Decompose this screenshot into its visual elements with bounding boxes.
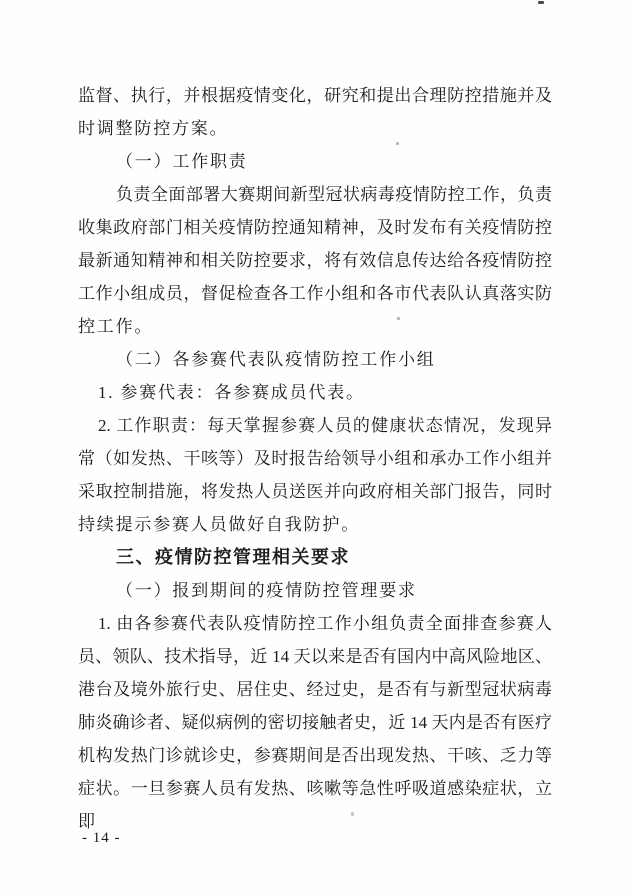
subsection-heading: （二）各参赛代表队疫情防控工作小组 bbox=[116, 350, 436, 369]
text-line: 员、领队、技术指导，近 14 天以来是否有国内中高风险地区、 bbox=[78, 647, 552, 666]
text-line: 负责全面部署大赛期间新型冠状病毒疫情防控工作，负责 bbox=[116, 185, 552, 204]
numbered-item: 2. 工作职责：每天掌握参赛人员的健康状态情况，发现异 bbox=[98, 416, 552, 435]
text-line: 收集政府部门相关疫情防控通知精神，及时发布有关疫情防控 bbox=[78, 218, 552, 237]
scan-artifact-speck bbox=[538, 1, 544, 4]
page-number: - 14 - bbox=[82, 830, 121, 846]
text-line: 港台及境外旅行史、居住史、经过史，是否有与新型冠状病毒 bbox=[78, 680, 552, 699]
text-line: 最新通知精神和相关防控要求，将有效信息传达给各疫情防控 bbox=[78, 251, 552, 270]
text-line: 工作小组成员，督促检查各工作小组和各市代表队认真落实防 bbox=[78, 284, 552, 303]
text-line: 症状。一旦参赛人员有发热、咳嗽等急性呼吸道感染症状，立即 bbox=[78, 779, 552, 831]
section-heading: 三、疫情防控管理相关要求 bbox=[116, 547, 350, 567]
subsection-heading: （一）工作职责 bbox=[116, 152, 248, 171]
numbered-item: 1. 参赛代表：各参赛成员代表。 bbox=[98, 383, 365, 402]
numbered-item: 1. 由各参赛代表队疫情防控工作小组负责全面排查参赛人 bbox=[98, 614, 552, 633]
subsection-heading: （一）报到期间的疫情防控管理要求 bbox=[116, 581, 417, 600]
scan-artifact-speck bbox=[351, 812, 354, 816]
text-line: 肺炎确诊者、疑似病例的密切接触者史，近 14 天内是否有医疗 bbox=[78, 713, 552, 732]
text-line: 常（如发热、干咳等）及时报告给领导小组和承办工作小组并 bbox=[78, 449, 552, 468]
text-line: 持续提示参赛人员做好自我防护。 bbox=[78, 515, 360, 534]
text-line: 监督、执行，并根据疫情变化，研究和提出合理防控措施并及 bbox=[78, 86, 552, 105]
text-line: 机构发热门诊就诊史，参赛期间是否出现发热、干咳、乏力等 bbox=[78, 746, 552, 765]
text-line: 时调整防控方案。 bbox=[78, 119, 229, 138]
text-line: 控工作。 bbox=[78, 317, 154, 336]
document-text-block bbox=[78, 79, 552, 831]
text-line: 采取控制措施，将发热人员送医并向政府相关部门报告，同时 bbox=[78, 482, 552, 501]
